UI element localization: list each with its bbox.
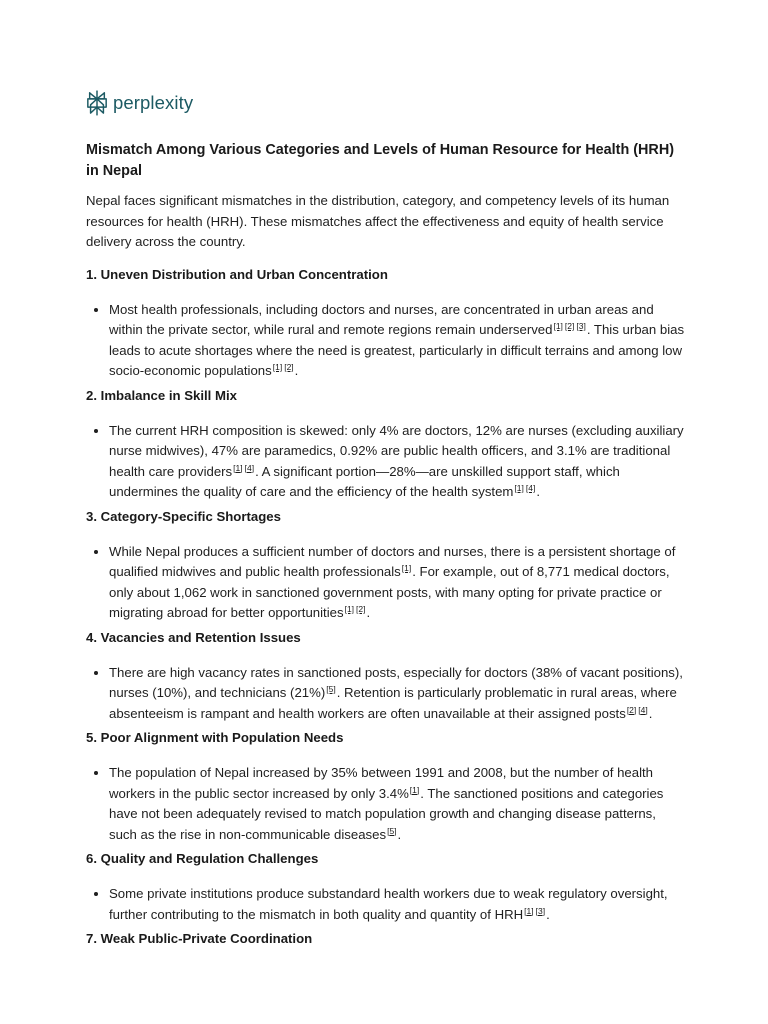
list-item [109, 884, 686, 925]
bullet-text: . Retention is particularly problematic in rural areas, where absenteeism is rampant and health workers are often unavailable at their assigned posts [109, 685, 677, 721]
section-heading: 2. Imbalance in Skill Mix [86, 387, 237, 403]
bullet-text: There are high vacancy rates in sanctioned posts, especially for doctors (38% of vacant positions), nurses (10%), and technicians (21%) [109, 664, 683, 700]
citation-link[interactable]: [1] [514, 483, 524, 493]
bullet-list [86, 884, 686, 925]
citation-link[interactable]: [2] [284, 362, 294, 372]
list-item [109, 663, 686, 725]
bullet-text: . This urban bias leads to acute shortages where the need is greatest, particularly in difficult terrains and among low socio-economic populations [109, 322, 685, 378]
list-item [109, 763, 686, 845]
list-item [109, 300, 686, 382]
citation-link[interactable]: [5] [326, 684, 336, 694]
citation-link[interactable]: [1] [272, 362, 283, 372]
bullet-text: . [648, 705, 653, 721]
bullet-text: The current HRH composition is skewed: only 4% are doctors, 12% are nurses (excluding auxiliary nurse midwives), 47% are paramedics, 0.92% are public health officers, and 3.1% are traditional health care providers [109, 422, 684, 479]
citation-link[interactable]: [1] [409, 784, 420, 795]
citation-link[interactable]: [1] [553, 321, 563, 331]
section-heading: 5. Poor Alignment with Population Needs [86, 730, 344, 745]
page-title: Mismatch Among Various Categories and Levels of Human Resource for Health (HRH) in Nepal [86, 142, 674, 179]
citation-link[interactable]: [4] [244, 462, 255, 473]
bullet-list [86, 421, 686, 503]
bullet-text: . [546, 906, 550, 922]
citation-link[interactable]: [2] [626, 704, 637, 715]
citation-link[interactable]: [1] [401, 563, 412, 573]
list-item [109, 542, 686, 624]
list-item [109, 421, 686, 503]
bullet-text: Most health professionals, including doctors and nurses, are concentrated in urban areas and within the private sector, while rural and remote regions remain underserved [109, 301, 654, 337]
bullet-text: . The sanctioned positions and categories have not been adequately revised to match population growth and changing disease patterns, such as the rise in non-communicable diseases [109, 785, 664, 842]
bullet-text: . [366, 605, 371, 620]
bullet-text: . [397, 826, 402, 842]
bullet-list [86, 300, 686, 382]
bullet-text: While Nepal produces a sufficient number of doctors and nurses, there is a persistent shortage of qualified midwives and public health professionals [109, 543, 676, 579]
section-heading: 6. Quality and Regulation Challenges [86, 851, 319, 866]
brand-name: perplexity [113, 92, 194, 113]
citation-link[interactable]: [1] [524, 905, 534, 916]
brand-header [86, 86, 686, 120]
citation-link[interactable]: [2] [356, 604, 366, 614]
citation-link[interactable]: [2] [564, 321, 575, 331]
document-page [86, 86, 686, 964]
bullet-text: Some private institutions produce substandard health workers due to weak regulatory oversight, further contributing to the mismatch in both quality and quantity of HRH [109, 886, 668, 922]
sections-container [86, 265, 686, 950]
section-heading: 4. Vacancies and Retention Issues [86, 629, 301, 645]
citation-link[interactable]: [4] [638, 704, 648, 715]
perplexity-logo-icon [86, 90, 108, 116]
intro-paragraph: Nepal faces significant mismatches in the distribution, category, and competency levels of its human resources for health (HRH). These mismatches affect the effectiveness and equity of health service delivery across the country. [86, 193, 670, 249]
citation-link[interactable]: [3] [576, 321, 586, 331]
section-heading: 1. Uneven Distribution and Urban Concentration [86, 266, 388, 282]
bullet-text: The population of Nepal increased by 35% between 1991 and 2008, but the number of health workers in the public sector increased by only 3.4% [109, 765, 654, 801]
citation-link[interactable]: [1] [233, 462, 243, 473]
bullet-list [86, 542, 686, 624]
bullet-list [86, 763, 686, 845]
citation-link[interactable]: [4] [525, 483, 536, 493]
bullet-text: . For example, out of 8,771 medical doctors, only about 1,062 work in sanctioned government posts, with many opting for private practice or migrating abroad for better opportunities [109, 564, 670, 620]
bullet-list [86, 663, 686, 725]
bullet-text: . A significant portion—28%—are unskilled support staff, which undermines the quality of care and the efficiency of the health system [109, 463, 620, 499]
citation-link[interactable]: [1] [344, 604, 355, 614]
section-heading: 7. Weak Public-Private Coordination [86, 931, 313, 946]
section-heading: 3. Category-Specific Shortages [86, 508, 281, 524]
citation-link[interactable]: [5] [387, 825, 397, 836]
bullet-text: . [294, 363, 299, 378]
citation-link[interactable]: [3] [535, 905, 546, 916]
bullet-text: . [536, 484, 540, 499]
